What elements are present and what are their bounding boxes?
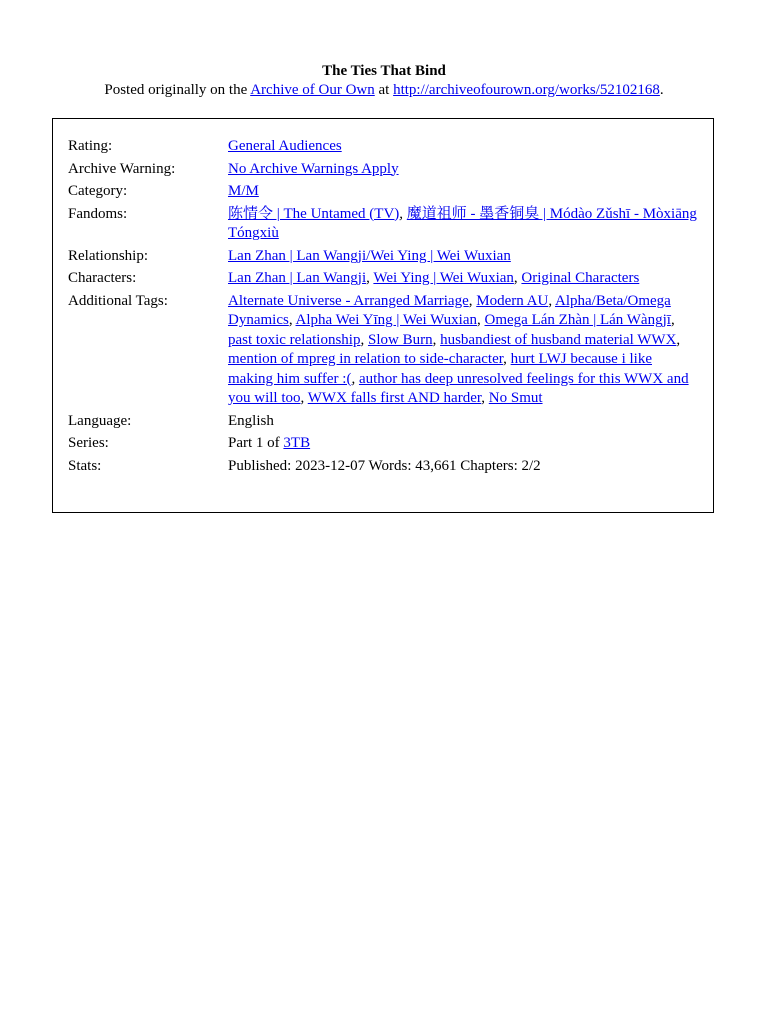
tag-link[interactable]: No Smut [488, 390, 543, 406]
warning-link[interactable]: No Archive Warnings Apply [228, 160, 399, 177]
fandom-link[interactable]: 魔道祖师 - 墨香铜臭 | Módào Zǔshī - Mòxiāng Tóngxiù [228, 205, 697, 241]
rating-label: Rating: [68, 138, 113, 154]
tag-link[interactable]: author has deep unresolved feelings for this WWX and you will too [228, 370, 689, 406]
rating-link[interactable]: General Audiences [228, 138, 342, 154]
at-text: at [378, 82, 390, 98]
tag-link[interactable]: past toxic relationship [228, 331, 361, 348]
tags-label: Additional Tags: [68, 292, 168, 309]
stats-row [68, 457, 698, 477]
language-label: Language: [68, 412, 132, 429]
work-title: The Ties That Bind [322, 63, 446, 79]
fandoms-label: Fandoms: [68, 205, 128, 222]
tag-link[interactable]: Alpha Wei Yīng | Wei Wuxian [295, 312, 478, 328]
tag-link[interactable]: Omega Lán Zhàn | Lán Wàngjī [484, 312, 671, 328]
posted-prefix: Posted originally on the [104, 82, 248, 98]
stats-value: Published: 2023-12-07 Words: 43,661 Chapters: 2/2 [228, 457, 541, 474]
period: . [659, 82, 664, 98]
character-link[interactable]: Lan Zhan | Lan Wangji [228, 270, 367, 286]
tag-link[interactable]: Alternate Universe - Arranged Marriage [228, 292, 469, 309]
series-prefix: Part 1 of [228, 435, 280, 451]
language-row [68, 412, 698, 432]
category-row [68, 182, 698, 202]
stats-label: Stats: [68, 457, 102, 474]
character-link[interactable]: Wei Ying | Wei Wuxian [373, 270, 514, 286]
document-header [0, 62, 768, 100]
work-metadata-box [52, 118, 714, 513]
tag-link[interactable]: mention of mpreg in relation to side-character [228, 351, 504, 367]
tag-link[interactable]: Slow Burn [367, 331, 433, 348]
posted-line [0, 81, 768, 100]
characters-row: Characters: Lan Zhan | Lan Wangji, Wei Ying | Wei Wuxian, Original Characters [68, 269, 698, 289]
tag-link[interactable]: Alpha/Beta/Omega Dynamics [228, 292, 671, 328]
work-url-link[interactable]: http://archiveofourown.org/works/52102168 [393, 82, 660, 98]
characters-label: Characters: [68, 270, 137, 286]
tag-link[interactable]: husbandiest of husband material WWX [440, 331, 677, 348]
category-label: Category: [68, 183, 128, 199]
rating-row [68, 137, 698, 157]
tag-link[interactable]: hurt LWJ because i like making him suffer :( [228, 351, 652, 387]
series-link[interactable]: 3TB [283, 435, 311, 451]
fandom-link[interactable]: 陈情令 | The Untamed (TV) [228, 205, 400, 222]
language-value: English [228, 412, 274, 429]
tags-row: Additional Tags: Alternate Universe - Arranged Marriage, Modern AU, Alpha/Beta/Omega Dynamics, Alpha Wei Yīng | Wei Wuxian, Omega Lán Zhàn | Lán Wàngjī, past toxic relationship, Slow Burn, husbandiest of husband material WWX, mention of mpreg in relation to side-character, hurt LWJ because i like making him suffer :(, author has deep unresolved feelings for this WWX and you will too, WWX falls first AND harder, No Smut [68, 292, 698, 409]
series-label: Series: [68, 435, 109, 451]
series-row [68, 434, 698, 454]
warning-label: Archive Warning: [68, 160, 176, 177]
relationship-label: Relationship: [68, 247, 148, 264]
tag-link[interactable]: Modern AU [476, 292, 549, 309]
character-link[interactable]: Original Characters [521, 270, 640, 286]
relationship-link[interactable]: Lan Zhan | Lan Wangji/Wei Ying | Wei Wuxian [228, 247, 511, 264]
archive-link[interactable]: Archive of Our Own [250, 82, 375, 98]
category-link[interactable]: M/M [228, 183, 259, 199]
relationship-row [68, 247, 698, 267]
tag-link[interactable]: WWX falls first AND harder [307, 390, 482, 406]
warning-row [68, 160, 698, 180]
fandoms-row: Fandoms: 陈情令 | The Untamed (TV), 魔道祖师 - 墨香铜臭 | Módào Zǔshī - Mòxiāng Tóngxiù [68, 205, 698, 244]
